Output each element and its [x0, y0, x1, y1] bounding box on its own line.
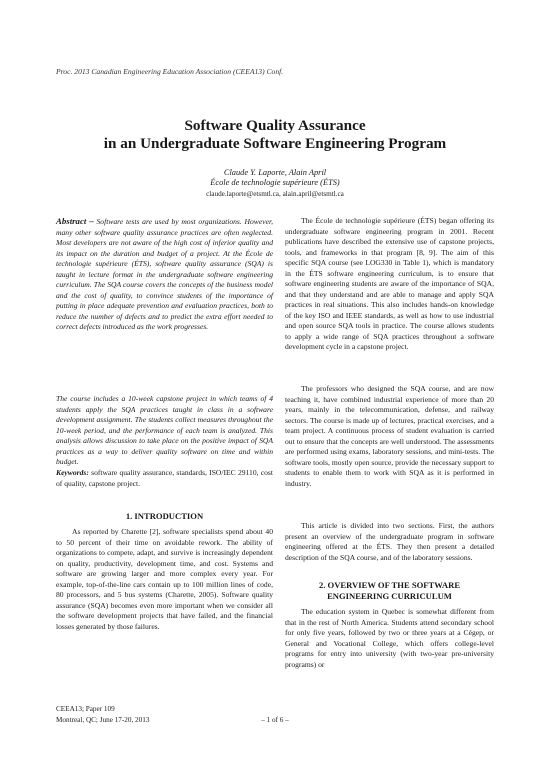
- right-text-2: The professors who designed the SQA course, and are now teaching it, have combined industrial experience of more than 20 years, mainly in the telecommunication, defense, and railway sectors. The course is made up of lectures, practical exercises, and a team project. A continuous process of student evaluation is carried out to ensure that the concepts are well understood. The assessments are performed using exams, laboratory sessions, and mini-tests. The software tools, mostly open source, provide the necessary support to students to enable them to work with SQA as it is performed in industry.: [285, 384, 494, 488]
- abstract-paragraph-2: [56, 394, 273, 468]
- author-emails: claude.laporte@etsmtl.ca, alain.april@etsmtl.ca: [206, 190, 344, 198]
- section-2-heading: [285, 580, 494, 602]
- section-2-heading-line1: 2. OVERVIEW OF THE SOFTWARE: [318, 580, 461, 590]
- section-1-paragraph: As reported by Charette [2], software specialists spend about 40 to 50 percent of their time on avoidable rework. The ability of organizations to compete, adapt, and survive is increasingly dependent on quality, productivity, development time, and cost. Systems and software are growing larger and more complex every year. For example, top-of-the-line cars contain up to 100 million lines of code, 80 processors, and 5 bus systems (Charette, 2005). Software quality assurance (SQA) becomes even more important when we consider all the software development projects that have failed, and the financial losses generated by those failures.: [56, 527, 273, 631]
- page-number: – 1 of 6 –: [261, 716, 289, 724]
- paper-title-line2: in an Undergraduate Software Engineering Program: [103, 135, 447, 152]
- author-institution: École de technologie supérieure (ÉTS): [210, 178, 340, 187]
- right-text-3: This article is divided into two sections. First, the authors present an overview of the undergraduate program in software engineering offered at the ÉTS. They then present a detailed description of the SQA course, and of the laboratory sessions.: [285, 521, 494, 562]
- keywords-text: software quality assurance, standards, ISO/IEC 29110, cost of quality, capstone project.: [56, 468, 273, 488]
- abstract-text-1: Software tests are used by most organizations. However, many other software quality assurance practices are often neglected. Most developers are not aware of the high cost of inferior quality and its impact on the duration and budget of a project. At the École de technologie supérieure (ÉTS), software quality assurance (SQA) is taught in lecture format in the undergraduate software engineering curriculum. The SQA course covers the concepts of the business model and the cost of quality, to convince students of the importance of putting in place adequate prevention and evaluation practices, both to reduce the number of defects and to predict the extra effort needed to correct defects introduced as the work progresses.: [56, 217, 273, 331]
- abstract-text-2: The course includes a 10-week capstone project in which teams of 4 students apply the SQA practices taught in class in a software development assignment. The students collect measures throughout the 10-week period, and the performance of each team is analyzed. This analysis allows discussion to take place on the positive impact of SQA practices as a way to deliver quality software on time and within budget.: [56, 394, 273, 466]
- keywords: [56, 468, 273, 489]
- abstract-paragraph-1: [56, 216, 273, 333]
- running-head: Proc. 2013 Canadian Engineering Education Association (CEEA13) Conf.: [56, 67, 284, 76]
- paper-title-line1: Software Quality Assurance: [184, 117, 366, 134]
- author-names: Claude Y. Laporte, Alain April: [223, 168, 327, 177]
- keywords-label: Keywords:: [56, 468, 89, 477]
- right-paragraph-3: [285, 521, 494, 563]
- section-1-heading: 1. INTRODUCTION: [125, 511, 204, 521]
- section-2-body: [285, 607, 494, 670]
- right-paragraph-2: [285, 384, 494, 489]
- section-2-heading-line2: ENGINEERING CURRICULUM: [327, 591, 452, 601]
- footer-venue: Montreal, QC; June 17-20, 2013: [56, 716, 150, 724]
- right-paragraph-1: [285, 216, 494, 353]
- right-text-1: The École de technologie supérieure (ÉTS) began offering its undergraduate software engineering program in 2001. Recent publications have described the extensive use of capstone projects, tools, and frameworks in that program [8, 9]. The aim of this specific SQA course (see LOG330 in Table 1), which is mandatory in the ÉTS software engineering curriculum, is to ensure that software engineering students are aware of the importance of SQA, and that they understand and are able to manage and apply SQA practices in real situations. This also includes hands-on knowledge of the key ISO and IEEE standards, as well as how to use industrial and open source SQA tools in practice. The course allows students to apply a wide range of SQA practices throughout a software development cycle in a capstone project.: [285, 216, 494, 351]
- section-2-paragraph: The education system in Quebec is somewhat different from that in the rest of North America. Students attend secondary school for only five years, followed by two or three years at a Cégep, or General and Vocational College, which offers college-level programs for entry into university (with two-year pre-university programs) or: [285, 607, 494, 669]
- abstract-label: Abstract –: [56, 216, 94, 226]
- footer-paper-id: CEEA13; Paper 109: [56, 705, 115, 713]
- section-1-body: [56, 527, 273, 632]
